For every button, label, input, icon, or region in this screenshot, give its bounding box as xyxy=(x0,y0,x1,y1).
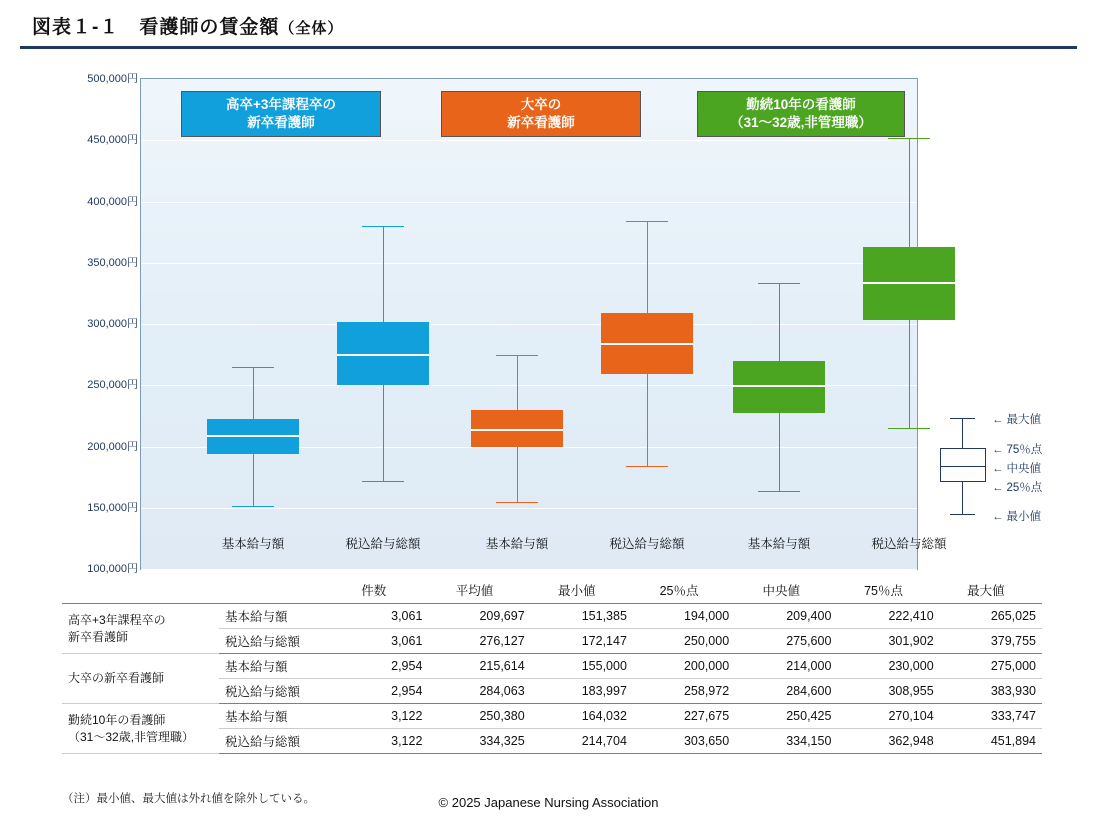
table-body xyxy=(62,604,1042,754)
max-cap xyxy=(888,138,930,139)
table-cell-value: 209,400 xyxy=(735,604,837,629)
table-column-header xyxy=(219,578,329,604)
table-group-label xyxy=(62,654,219,704)
arrow-left-icon: ← xyxy=(992,511,1004,523)
boxplot-chart xyxy=(140,78,947,570)
table-metric-label: 基本給与額 xyxy=(219,604,329,629)
category-label: 税込給与総額 xyxy=(871,537,947,551)
legend-min-cap xyxy=(950,514,975,515)
legend-label: 中央値 xyxy=(1006,463,1041,475)
table-row xyxy=(62,654,1042,679)
legend xyxy=(930,400,1090,560)
table-column-header: 件数 xyxy=(329,578,428,604)
page-title xyxy=(32,12,343,39)
table-cell-value: 265,025 xyxy=(940,604,1042,629)
table-cell-value: 275,000 xyxy=(940,654,1042,679)
copyright: © 2025 Japanese Nursing Association xyxy=(438,795,659,810)
legend-item-min xyxy=(992,508,1041,524)
table-cell-value: 230,000 xyxy=(837,654,939,679)
arrow-left-icon: ← xyxy=(992,444,1004,456)
category-label: 基本給与額 xyxy=(747,537,811,551)
category-label: 税込給与総額 xyxy=(609,537,685,551)
group-label-line1: 大卒の新卒看護師 xyxy=(68,671,165,686)
table-cell-value: 3,122 xyxy=(329,729,428,754)
table-column-header: 最大値 xyxy=(940,578,1042,604)
table-column-header: 平均値 xyxy=(428,578,530,604)
group-banner-line2: 新卒看護師 xyxy=(507,115,575,131)
box-plot-item xyxy=(141,79,917,569)
page-title-sub: （全体） xyxy=(279,20,344,37)
y-axis-tick-label: 500,000円 xyxy=(87,73,138,85)
table-row xyxy=(62,604,1042,629)
title-divider xyxy=(20,46,1077,49)
table-cell-value: 284,600 xyxy=(735,679,837,704)
group-label-line2: 新卒看護師 xyxy=(68,629,129,644)
group-banner-line1: 勤続10年の看護師 xyxy=(746,97,856,112)
table-cell-value: 258,972 xyxy=(633,679,735,704)
legend-item-median xyxy=(992,460,1041,476)
legend-upper-whisker xyxy=(962,418,963,448)
min-cap xyxy=(888,428,930,429)
table-metric-label: 基本給与額 xyxy=(219,704,329,729)
table-cell-value: 214,000 xyxy=(735,654,837,679)
legend-label: 最大値 xyxy=(1006,414,1041,426)
table-cell-value: 227,675 xyxy=(633,704,735,729)
table-group-label xyxy=(62,604,219,654)
legend-label: 75％点 xyxy=(1006,444,1043,456)
group-banner-line1: 大卒の xyxy=(520,97,562,112)
category-label: 基本給与額 xyxy=(221,537,285,551)
table-cell-value: 275,600 xyxy=(735,629,837,654)
table-cell-value: 194,000 xyxy=(633,604,735,629)
table-column-header: 最小値 xyxy=(531,578,633,604)
y-axis-tick-label: 350,000円 xyxy=(87,256,138,269)
table-cell-value: 379,755 xyxy=(940,629,1042,654)
category-label: 税込給与総額 xyxy=(345,537,421,551)
lower-whisker xyxy=(909,320,910,429)
legend-lower-whisker xyxy=(962,482,963,514)
table-cell-value: 383,930 xyxy=(940,679,1042,704)
table-cell-value: 3,061 xyxy=(329,604,428,629)
legend-item-q3 xyxy=(992,441,1042,457)
y-axis-tick-label: 200,000円 xyxy=(87,440,138,453)
page-title-main: 図表１-１ 看護師の賃金額 xyxy=(32,17,280,38)
table-group-label xyxy=(62,704,219,754)
table-cell-value: 308,955 xyxy=(837,679,939,704)
table-header-row xyxy=(62,578,1042,604)
table-cell-value: 209,697 xyxy=(428,604,530,629)
y-axis-tick-label: 250,000円 xyxy=(87,379,138,392)
table-cell-value: 250,000 xyxy=(633,629,735,654)
table-cell-value: 333,747 xyxy=(940,704,1042,729)
upper-whisker xyxy=(909,138,910,247)
table-note: （注）最小値、最大値は外れ値を除外している。 xyxy=(62,793,315,805)
table-column-header: 25％点 xyxy=(633,578,735,604)
y-axis-tick-label: 400,000円 xyxy=(87,195,138,208)
legend-item-max xyxy=(992,411,1041,427)
table-cell-value: 215,614 xyxy=(428,654,530,679)
table-cell-value: 362,948 xyxy=(837,729,939,754)
legend-label: 25％点 xyxy=(1006,482,1043,494)
arrow-left-icon: ← xyxy=(992,414,1004,426)
table-cell-value: 3,061 xyxy=(329,629,428,654)
legend-median-line xyxy=(940,466,986,467)
table-cell-value: 183,997 xyxy=(531,679,633,704)
category-label: 基本給与額 xyxy=(485,537,549,551)
table-cell-value: 2,954 xyxy=(329,679,428,704)
table-cell-value: 214,704 xyxy=(531,729,633,754)
data-table xyxy=(62,578,1042,754)
table-cell-value: 451,894 xyxy=(940,729,1042,754)
table-cell-value: 2,954 xyxy=(329,654,428,679)
table-cell-value: 301,902 xyxy=(837,629,939,654)
table-cell-value: 334,325 xyxy=(428,729,530,754)
y-axis-tick-label: 100,000円 xyxy=(87,563,138,575)
group-label-line2: （31〜32歳,非管理職） xyxy=(68,729,195,744)
table-column-header: 75％点 xyxy=(837,578,939,604)
table-column-header: 中央値 xyxy=(735,578,837,604)
y-axis-tick-label: 300,000円 xyxy=(87,318,138,330)
table-cell-value: 200,000 xyxy=(633,654,735,679)
group-banner-line2: （31〜32歳,非管理職） xyxy=(730,115,872,131)
table-cell-value: 250,425 xyxy=(735,704,837,729)
arrow-left-icon: ← xyxy=(992,482,1004,494)
table-metric-label: 税込給与総額 xyxy=(219,679,329,704)
table-cell-value: 303,650 xyxy=(633,729,735,754)
table-cell-value: 284,063 xyxy=(428,679,530,704)
group-banner-line2: 新卒看護師 xyxy=(247,115,315,131)
table-cell-value: 164,032 xyxy=(531,704,633,729)
legend-max-cap xyxy=(950,418,975,419)
table-column-header xyxy=(62,578,219,604)
table-row xyxy=(62,704,1042,729)
group-label-line1: 高卒+3年課程卒の xyxy=(68,613,166,628)
table-cell-value: 222,410 xyxy=(837,604,939,629)
table-cell-value: 3,122 xyxy=(329,704,428,729)
table-metric-label: 税込給与総額 xyxy=(219,629,329,654)
table-header xyxy=(62,578,1042,604)
table-cell-value: 151,385 xyxy=(531,604,633,629)
legend-item-q1 xyxy=(992,479,1042,495)
y-axis-tick-label: 150,000円 xyxy=(87,501,138,514)
median-line xyxy=(863,282,955,284)
table-cell-value: 155,000 xyxy=(531,654,633,679)
table-metric-label: 税込給与総額 xyxy=(219,729,329,754)
group-banner-line1: 高卒+3年課程卒の xyxy=(226,97,336,112)
arrow-left-icon: ← xyxy=(992,463,1004,475)
gridline xyxy=(141,569,917,570)
group-label-line1: 勤続10年の看護師 xyxy=(68,713,166,728)
legend-box-shape xyxy=(940,448,986,482)
y-axis-labels xyxy=(58,73,138,575)
table-cell-value: 172,147 xyxy=(531,629,633,654)
table-cell-value: 334,150 xyxy=(735,729,837,754)
legend-label: 最小値 xyxy=(1006,511,1041,523)
table-cell-value: 250,380 xyxy=(428,704,530,729)
y-axis-tick-label: 450,000円 xyxy=(87,134,138,147)
table-metric-label: 基本給与額 xyxy=(219,654,329,679)
table-cell-value: 276,127 xyxy=(428,629,530,654)
table-cell-value: 270,104 xyxy=(837,704,939,729)
